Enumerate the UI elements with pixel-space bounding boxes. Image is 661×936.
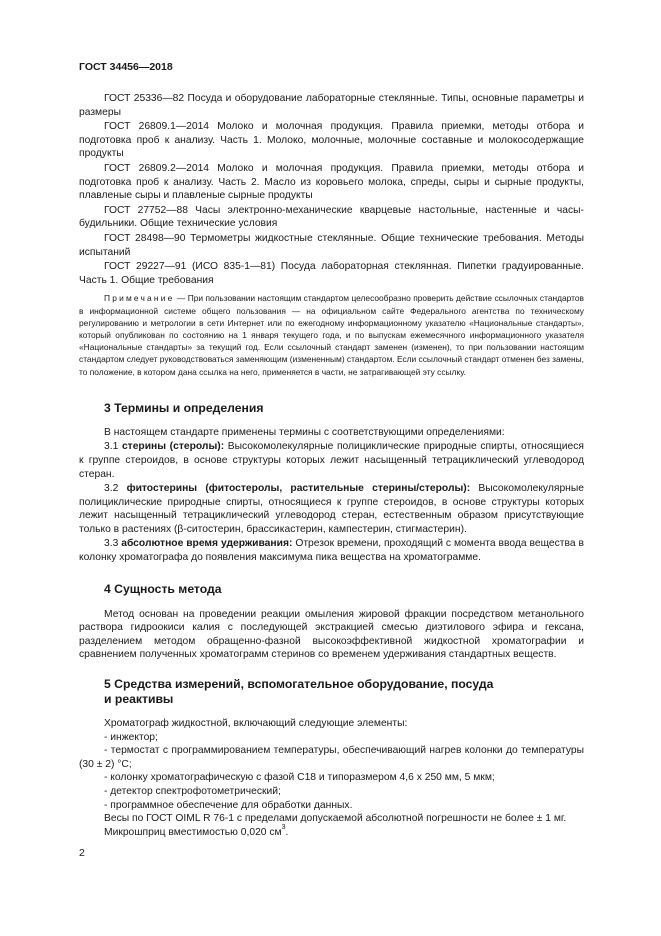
microsyringe-line: [79, 826, 584, 840]
reference-note: [79, 292, 584, 377]
list-item: - инжектор;: [104, 731, 158, 743]
reference-item: ГОСТ 27752—88 Часы электронно-механические кварцевые настольные, настенные и часы-будильники. Общие технические условия: [79, 204, 584, 230]
term-number: 3.3: [104, 538, 122, 550]
section-4-text: Метод основан на проведении реакции омыления жировой фракции посредством метанольного раствора гидроокиси калия с последующей экстракцией смесью диэтилового эфира и гексана, разделением методом обращенно-фазной высокоэффективной жидкостной хроматографии и сравнением полученных хроматограмм стеринов со временем удерживания стандартных веществ.: [79, 608, 584, 661]
section-4-heading: 4 Сущность метода: [104, 581, 222, 596]
term-3-2: [79, 482, 584, 536]
standard-code-header: ГОСТ 34456—2018: [79, 61, 173, 73]
term-definition: Высокомолекулярные полициклические природные спирты, относящиеся к группе стероидов, в основе структуры которых лежит насыщенный тетрациклический углеводород стеран.: [79, 441, 584, 480]
term-definition: Отрезок времени, проходящий с момента ввода вещества в колонку хроматографа до появления максимума пика вещества на хроматограмме.: [79, 538, 584, 564]
microsyringe-end: .: [285, 826, 289, 838]
section-5-title-line1: 5 Средства измерений, вспомогательное оборудование, посуда: [104, 677, 494, 692]
term-name: фитостерины (фитостеролы, растительные стерины/стеролы):: [126, 483, 471, 495]
section-5-intro: Хроматограф жидкостной, включающий следующие элементы:: [104, 718, 408, 730]
term-3-3: [79, 537, 584, 564]
note-label: Примечание: [104, 293, 175, 304]
reference-item: ГОСТ 26809.2—2014 Молоко и молочная продукция. Правила приемки, методы отбора и подготовка проб к анализу. Часть 2. Масло из коровьего молока, спреды, сыры и сырные продукты, плавленые сыры и плавленые сырные продукты: [79, 162, 584, 202]
equipment-list: [79, 731, 584, 813]
reference-item: ГОСТ 26809.1—2014 Молоко и молочная продукция. Правила приемки, методы отбора и подготовка проб к анализу. Часть 1. Молоко, молочные, молочные составные и молокосодержащие продукты: [79, 121, 584, 160]
term-name: абсолютное время удерживания:: [121, 538, 293, 550]
note-text: — При пользовании настоящим стандартом целесообразно проверить действие ссылочных стандартов в информационной системе общего пользования — на официальном сайте Федерального агентства по техническому регулированию и метрологии в сети Интернет или по ежегодному информационному указателю «Национальные стандарты», который опубликован по состоянию на 1 января текущего года, и по выпускам ежемесячного информационного указателя «Национальные стандарты» за текущий год. Если ссылочный стандарт заменен (изменен), то при пользовании настоящим стандартом следует руководствоваться заменяющим (измененным) стандартом. Если ссылочный стандарт отменен без замены, то положение, в котором дана ссылка на него, применяется в части, не затрагивающей эту ссылку.: [79, 293, 585, 377]
unit-superscript: 3: [281, 824, 286, 832]
term-definition: Высокомолекулярные полициклические природные спирты, относящиеся к группе стероидов, в основе структуры которых лежит насыщенный тетрациклический углеводород стеран, естественным образом присутствующие только в растениях (β-ситостерин, брассикастерин, кампестерин, стигмастерин).: [79, 483, 584, 535]
term-name: стерины (стеролы):: [121, 441, 225, 453]
scales-line: Весы по ГОСТ OIML R 76-1 с пределами допускаемой абсолютной погрешности не более ± 1 мг.: [104, 813, 567, 825]
section-5-heading: [79, 677, 584, 707]
term-number: 3.2: [104, 483, 127, 495]
microsyringe-text: Микрошприц вместимостью 0,020 см: [104, 826, 282, 838]
term-number: 3.1: [104, 441, 122, 453]
list-item: - программное обеспечение для обработки данных.: [104, 799, 353, 811]
section-3-heading: 3 Термины и определения: [104, 400, 264, 415]
reference-item: ГОСТ 25336—82 Посуда и оборудование лабораторные стеклянные. Типы, основные параметры и размеры: [79, 93, 584, 118]
list-item: - колонку хроматографическую с фазой С18 и типоразмером 4,6 х 250 мм, 5 мкм;: [104, 772, 495, 784]
list-item: - детектор спектрофотометрический;: [104, 786, 281, 798]
term-3-1: [79, 440, 584, 481]
page-number: 2: [79, 847, 85, 859]
normative-references: [79, 92, 584, 287]
document-body: [79, 92, 584, 839]
section-5-title-line2: и реактивы: [104, 692, 174, 707]
reference-item: ГОСТ 29227—91 (ИСО 835-1—81) Посуда лабораторная стеклянная. Пипетки градуированные. Часть 1. Общие требования: [79, 261, 584, 286]
reference-item: ГОСТ 28498—90 Термометры жидкостные стеклянные. Общие технические требования. Методы испытаний: [79, 232, 584, 258]
list-item: - термостат с программированием температуры, обеспечивающий нагрев колонки до температуры (30 ± 2) °С;: [79, 745, 584, 770]
section-3-intro: В настоящем стандарте применены термины с соответствующими определениями:: [104, 426, 505, 438]
